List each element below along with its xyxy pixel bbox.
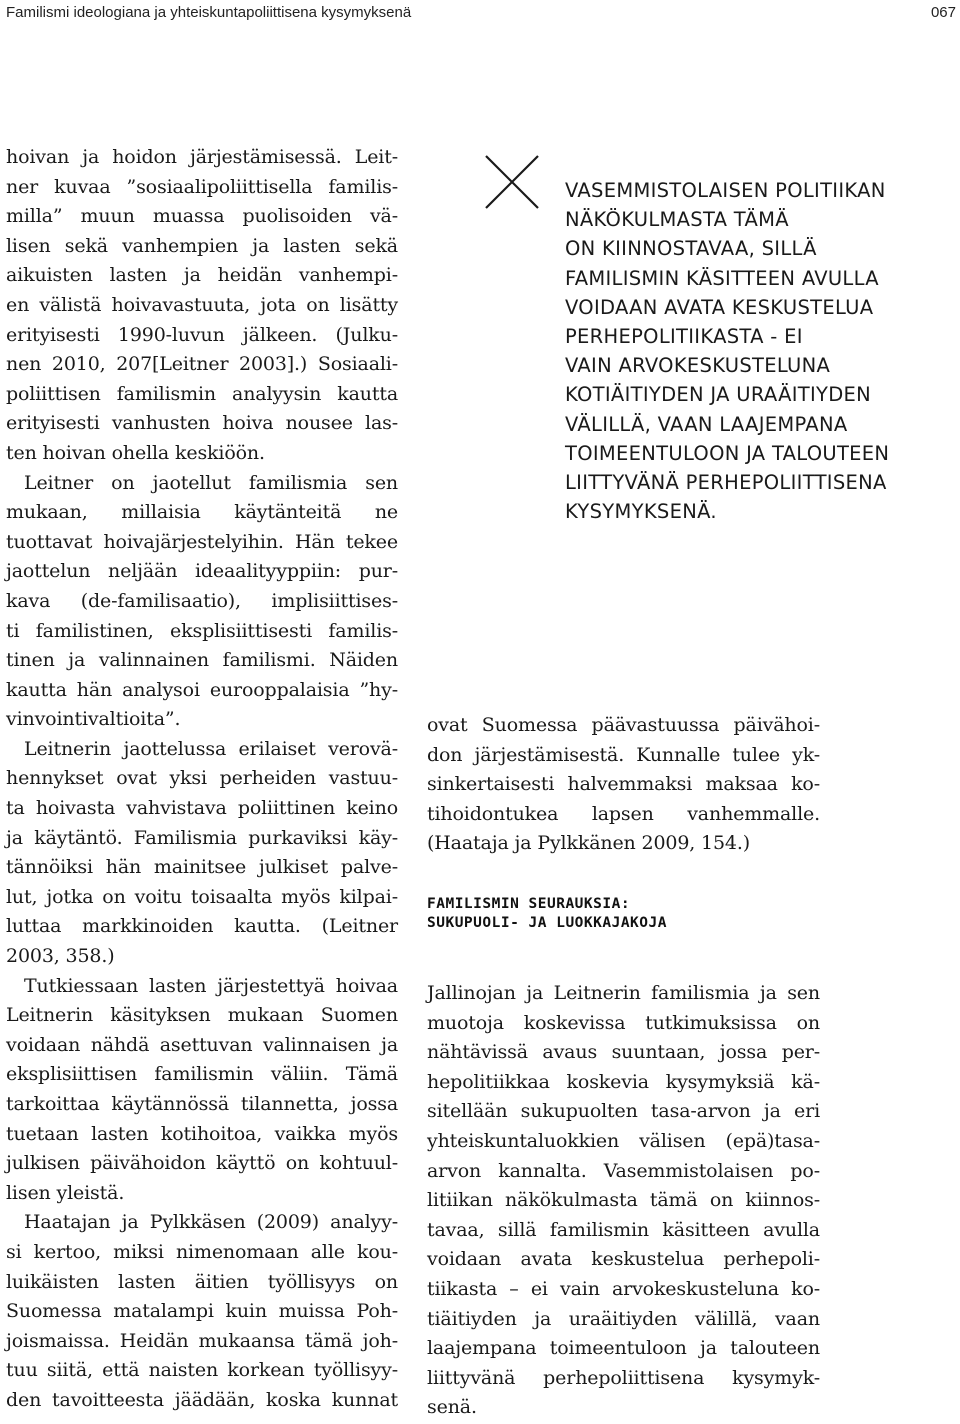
text-line: arvon kannalta. Vasemmistolaisen po-	[427, 1159, 820, 1182]
pull-quote-line: VOIDAAN AVATA KESKUSTELUA	[565, 295, 874, 319]
text-line: ja käytäntö. Familismia purkaviksi käy-	[6, 826, 398, 849]
text-line: ovat Suomessa päävastuussa päivähoi-	[427, 714, 820, 736]
text-line: hepolitiikkaa koskevia kysymyksiä kä-	[427, 1070, 820, 1093]
pull-quote-line: ON KIINNOSTAVAA, SILLÄ	[565, 237, 817, 261]
text-line: tiikasta – ei vain arvokeskusteluna ko-	[427, 1277, 820, 1300]
right-column-continuation	[427, 711, 820, 859]
text-line: tuottavat hoivajärjestelyihin. Hän tekee	[6, 530, 398, 553]
text-line: lisen sekä vanhempien ja lasten sekä	[6, 234, 398, 257]
text-line: ti familistinen, eksplisiittisesti familis-	[6, 619, 398, 642]
text-line: tavaa, sillä familismin käsitteen avulla	[427, 1218, 820, 1241]
pull-quote-line: VÄLILLÄ, VAAN LAAJEMPANA	[565, 412, 848, 436]
text-line: ner kuvaa ”sosiaalipoliittisella familis-	[6, 175, 398, 198]
text-line: aikuisten lasten ja heidän vanhempi-	[6, 264, 398, 287]
pull-quote-line: FAMILISMIN KÄSITTEEN AVULLA	[565, 266, 879, 290]
text-line: liittyvänä perhepoliittisena kysymyk-	[427, 1366, 820, 1389]
text-line: sitellään sukupuolten tasa-arvon ja eri	[427, 1100, 820, 1123]
pull-quote-line: NÄKÖKULMASTA TÄMÄ	[565, 208, 789, 232]
text-line: tuetaan lasten kotihoitoa, vaikka myös	[6, 1122, 398, 1145]
paragraph-start: Leitner on jaotellut familismia sen	[24, 471, 398, 494]
running-header	[6, 4, 956, 26]
right-column-section-body	[427, 979, 820, 1423]
text-line: don järjestämisestä. Kunnalle tulee yk-	[427, 743, 820, 766]
text-line: kava (de-familisaatio), implisiittises-	[6, 589, 398, 612]
text-line: luttaa markkinoiden kautta. (Leitner	[6, 915, 398, 938]
text-line: eksplisiittisen familismin väliin. Tämä	[6, 1063, 398, 1086]
pull-quote-line: KOTIÄITIYDEN JA URAÄITIYDEN	[565, 383, 872, 407]
text-line: senä.	[427, 1396, 477, 1419]
text-line: hoivan ja hoidon järjestämisessä. Leit-	[6, 146, 398, 168]
paragraph-start: Tutkiessaan lasten järjestettyä hoivaa	[24, 974, 398, 997]
pull-quote-line: PERHEPOLITIIKASTA - EI	[565, 324, 803, 348]
text-line: hennykset ovat yksi perheiden vastuu-	[6, 767, 398, 790]
text-line: voidaan nähdä asettuvan valinnaisen ja	[6, 1033, 398, 1056]
text-line: tännöiksi hän mainitsee julkiset palve-	[6, 856, 398, 879]
text-line: (Haataja ja Pylkkänen 2009, 154.)	[427, 832, 751, 855]
text-line: julkisen päivähoidon käyttö on kohtuul-	[6, 1152, 398, 1175]
text-line: erityisesti vanhusten hoiva nousee las-	[6, 412, 398, 435]
text-line: lut, jotka on voitu toisaalta myös kilpai-	[6, 885, 398, 908]
text-line: lisen yleistä.	[6, 1181, 125, 1204]
text-line: sinkertaisesti halvemmaksi maksaa ko-	[427, 773, 820, 796]
text-line: voidaan avata keskustelua perhepoli-	[427, 1248, 820, 1271]
text-line: tihoidontukea lapsen vanhemmalle.	[427, 802, 820, 825]
text-line: ten hoivan ohella keskiöön.	[6, 441, 265, 464]
text-line: si kertoo, miksi nimenomaan alle kou-	[6, 1240, 398, 1263]
paragraph-start: Leitnerin jaottelussa erilaiset verovä-	[24, 737, 398, 760]
pull-quote-line: VASEMMISTOLAISEN POLITIIKAN	[565, 179, 886, 202]
text-line: en välistä hoivavastuuta, jota on lisätty	[6, 293, 398, 316]
text-line: kautta hän analysoi eurooppalaisia ”hy-	[6, 678, 398, 701]
text-line: Leitnerin käsityksen mukaan Suomen	[6, 1004, 398, 1027]
pull-quote-line: VAIN ARVOKESKUSTELUNA	[565, 354, 831, 378]
pull-quote-line: KYSYMYKSENÄ.	[565, 500, 717, 524]
text-line: mukaan, millaisia käytänteitä ne	[6, 501, 398, 524]
text-line: yhteiskuntaluokkien välisen (epä)tasa-	[427, 1129, 820, 1152]
section-heading-line: SUKUPUOLI- JA LUOKKAJAKOJA	[427, 915, 667, 931]
text-line: den tavoitteesta jäädään, koska kunnat	[6, 1388, 398, 1411]
running-title: Familismi ideologiana ja yhteiskuntapoliittisena kysymyksenä	[6, 4, 412, 21]
paragraph-start: Haatajan ja Pylkkäsen (2009) analyy-	[24, 1211, 398, 1234]
text-line: Jallinojan ja Leitnerin familismia ja sen	[427, 982, 820, 1004]
pull-quote-line: TOIMEENTULOON JA TALOUTEEN	[565, 441, 890, 465]
pull-quote-line: LIITTYVÄNÄ PERHEPOLIITTISENA	[565, 470, 887, 494]
text-line: litiikan näkökulmasta tämä on kiinnos-	[427, 1189, 820, 1212]
text-line: nähtävissä avaus suuntaan, jossa per-	[427, 1041, 820, 1064]
text-line: tuu siitä, että naisten korkean työllisyy-	[6, 1359, 398, 1382]
page-number: 067	[930, 4, 956, 21]
left-column	[6, 143, 398, 1416]
text-line: nen 2010, 207[Leitner 2003].) Sosiaali-	[6, 353, 398, 376]
text-line: milla” muun muassa puolisoiden vä-	[6, 205, 398, 228]
text-line: tinen ja valinnainen familismi. Näiden	[6, 649, 398, 672]
text-line: laajempana toimeentuloon ja talouteen	[427, 1337, 820, 1360]
pull-quote	[565, 176, 935, 526]
text-line: poliittisen familismin analyysin kautta	[6, 382, 398, 405]
text-line: luikäisten lasten äitien työllisyys on	[6, 1270, 398, 1293]
text-line: tarkoittaa käytännössä tilannetta, jossa	[6, 1093, 398, 1115]
section-heading	[427, 895, 827, 933]
text-line: muotoja koskevissa tutkimuksissa on	[427, 1011, 820, 1034]
text-line: vinvointivaltioita”.	[6, 708, 181, 731]
text-line: 2003, 358.)	[6, 945, 115, 968]
text-line: ta hoivasta vahvistava poliittinen keino	[6, 797, 398, 820]
text-line: tiäitiyden ja uraäitiyden välillä, vaan	[427, 1307, 820, 1330]
text-line: jaottelun neljään ideaalityyppiin: pur-	[6, 560, 398, 583]
cross-icon	[484, 154, 540, 210]
text-line: Suomessa matalampi kuin muissa Poh-	[6, 1300, 398, 1323]
section-heading-line: FAMILISMIN SEURAUKSIA:	[427, 896, 631, 912]
text-line: erityisesti 1990-luvun jälkeen. (Julku-	[6, 323, 398, 346]
text-line: joismaissa. Heidän mukaansa tämä joh-	[6, 1329, 398, 1352]
